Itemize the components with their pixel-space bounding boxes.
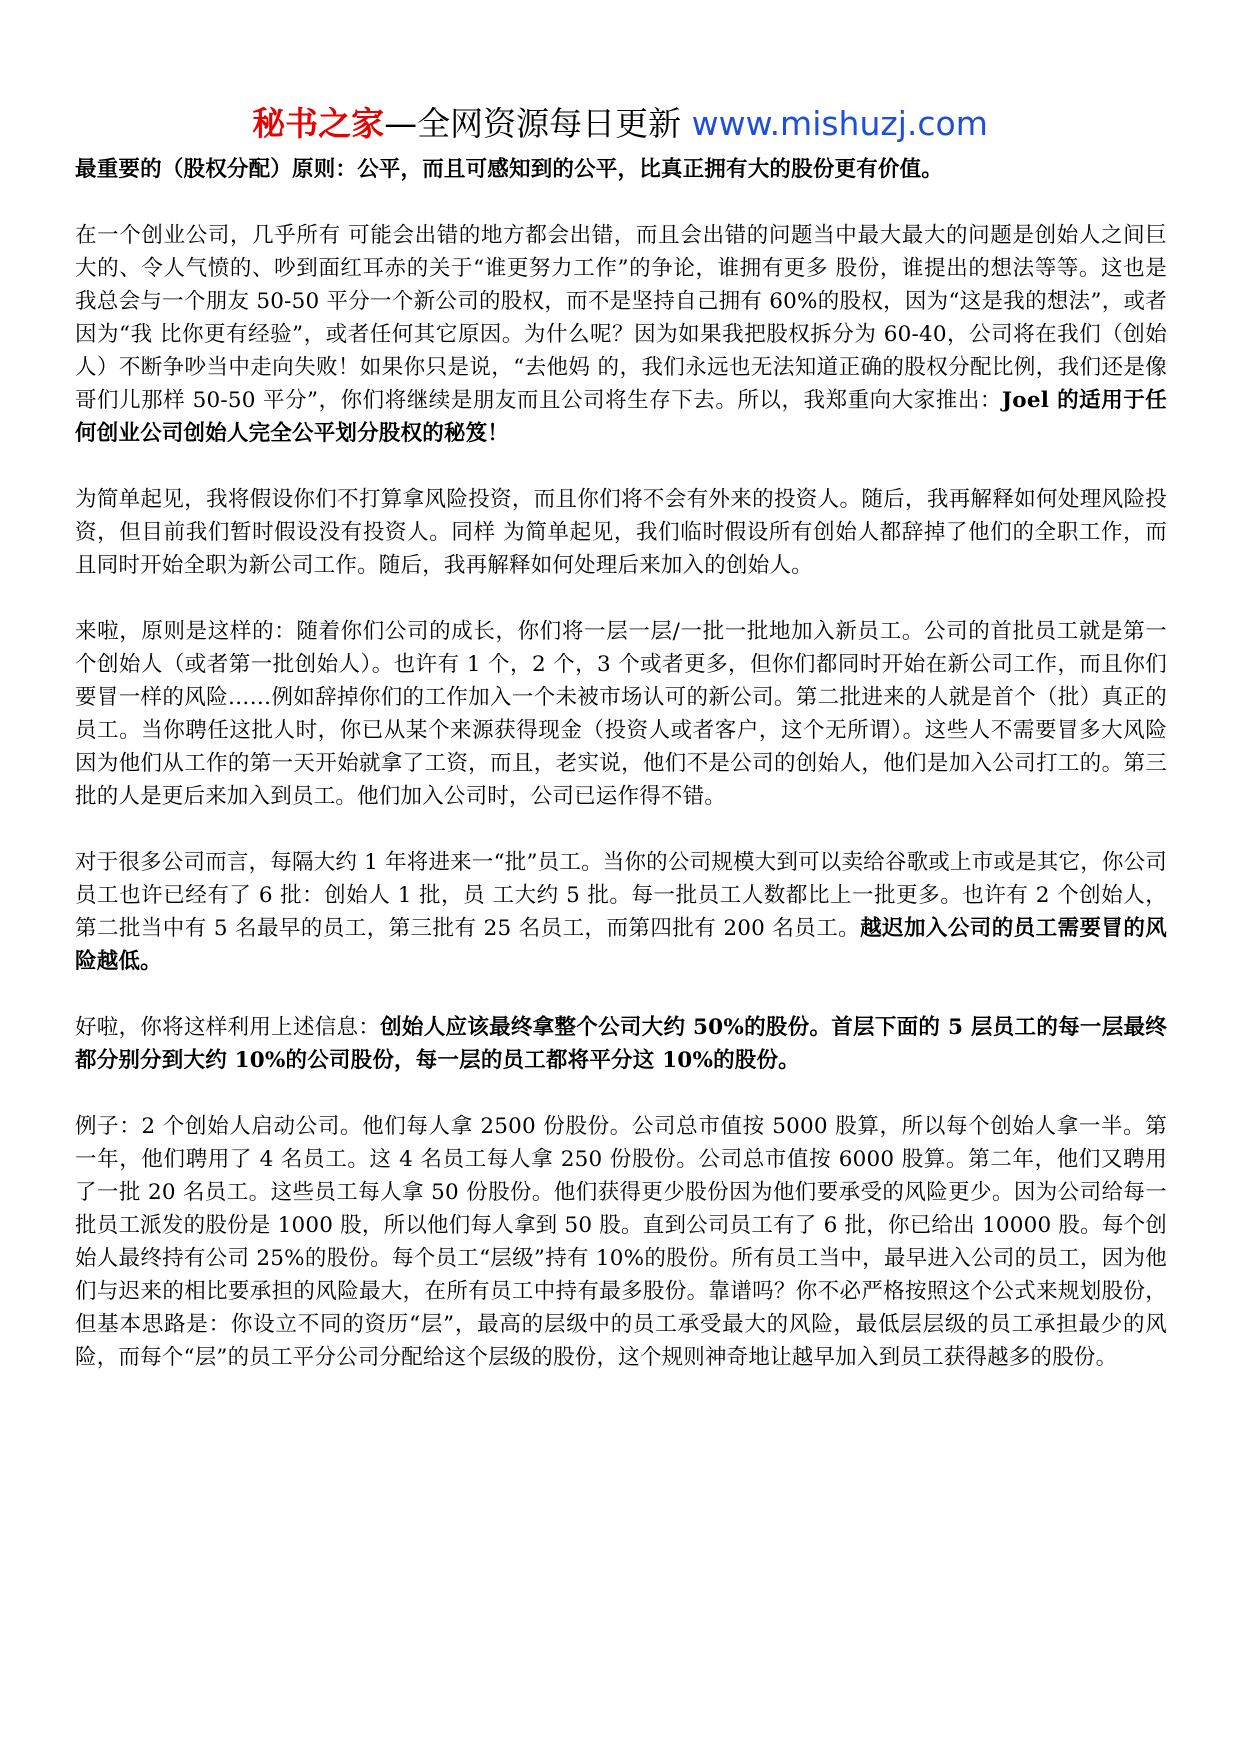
- paragraph-text: 来啦，原则是这样的：随着你们公司的成长，你们将一层一层/一批一批地加入新员工。公司的首批员工就是第一个创始人（或者第一批创始人）。也许有 1 个，2 个，3 个或者更多，但你们都同时开始在新公司工作，而且你们要冒一样的风险……例如辞掉你们的工作加入一个未被市场认可的新公司。第二批进来的人就是首个（批）真正的员工。当你聘任这批人时，你已从某个来源获得现金（投资人或者客户，这个无所谓）。这些人不需要冒多大风险因为他们从工作的第一天开始就拿了工资，而且，老实说，他们不是公司的创始人，他们是加入公司打工的。第三批的人是更后来加入到员工。他们加入公司时，公司已运作得不错。: [75, 619, 1167, 809]
- paragraph-emphasis: 创始人应该最终拿整个公司大约 50%的股份。首层下面的 5 层员工的每一层最终都分别分到大约 10%的公司股份，每一层的员工都将平分这 10%的股份。: [75, 1015, 1167, 1073]
- article-body: [75, 153, 1167, 1407]
- paragraph-layers: [75, 615, 1167, 813]
- paragraph-text: 最重要的（股权分配）原则：公平，而且可感知到的公平，比真正拥有大的股份更有价值。: [75, 157, 944, 182]
- paragraph-intro: [75, 219, 1167, 450]
- paragraph-principle: [75, 153, 1167, 186]
- paragraph-rule: [75, 1011, 1167, 1077]
- brand-name: 秘书之家: [252, 104, 385, 143]
- paragraph-emphasis: 越迟加入公司的员工需要冒的风险越低。: [75, 916, 1168, 974]
- header-tagline: —全网资源每日更新: [384, 104, 692, 143]
- paragraph-text: 为简单起见，我将假设你们不打算拿风险投资，而且你们将不会有外来的投资人。随后，我再解释如何处理风险投资，但目前我们暂时假设没有投资人。同样 为简单起见，我们临时假设所有创始人都辞掉了他们的全职工作，而且同时开始全职为新公司工作。随后，我再解释如何处理后来加入的创始人。: [75, 487, 1167, 578]
- paragraph-example: [75, 1110, 1167, 1374]
- paragraph-text: 在一个创业公司，几乎所有 可能会出错的地方都会出错，而且会出错的问题当中最大最大的问题是创始人之间巨大的、令人气愤的、吵到面红耳赤的关于“谁更努力工作”的争论，谁拥有更多 股份，谁提出的想法等等。这也是我总会与一个朋友 50-50 平分一个新公司的股权，而不是坚持自己拥有 60%的股权，因为“这是我的想法”，或者因为“我 比你更有经验”，或者任何其它原因。为什么呢？因为如果我把股权拆分为 60-40，公司将在我们（创始人）不断争吵当中走向失败！如果你只是说，“去他妈 的，我们永远也无法知道正确的股权分配比例，我们还是像哥们儿那样 50-50 平分”，你们将继续是朋友而且公司将生存下去。所以，我郑重向大家推出：: [75, 223, 1167, 413]
- website-link[interactable]: www.mishuzj.com: [691, 104, 988, 143]
- page-header: [0, 98, 1240, 150]
- paragraph-text: 好啦，你将这样利用上述信息：: [75, 1015, 381, 1040]
- paragraph-assumptions: [75, 483, 1167, 582]
- paragraph-emphasis: Joel 的适用于任何创业公司创始人完全公平划分股权的秘笈！: [75, 388, 1167, 446]
- paragraph-batches: [75, 846, 1167, 978]
- paragraph-text: 对于很多公司而言，每隔大约 1 年将进来一“批”员工。当你的公司规模大到可以卖给谷歌或上市或是其它，你公司员工也许已经有了 6 批：创始人 1 批，员 工大约 5 批。每一批员工人数都比上一批更多。也许有 2 个创始人，第二批当中有 5 名最早的员工，第三批有 25 名员工，而第四批有 200 名员工。: [75, 850, 1167, 941]
- paragraph-text: 例子：2 个创始人启动公司。他们每人拿 2500 份股份。公司总市值按 5000 股算，所以每个创始人拿一半。第一年，他们聘用了 4 名员工。这 4 名员工每人拿 250 份股份。公司总市值按 6000 股算。第二年，他们又聘用了一批 20 名员工。这些员工每人拿 50 份股份。他们获得更少股份因为他们要承受的风险更少。因为公司给每一批员工派发的股份是 1000 股，所以他们每人拿到 50 股。直到公司员工有了 6 批，你已给出 10000 股。每个创始人最终持有公司 25%的股份。每个员工“层级”持有 10%的股份。所有员工当中，最早进入公司的员工，因为他们与迟来的相比要承担的风险最大，在所有员工中持有最多股份。靠谱吗？你不必严格按照这个公式来规划股份，但基本思路是：你设立不同的资历“层”，最高的层级中的员工承受最大的风险，最低层层级的员工承担最少的风险，而每个“层”的员工平分公司分配给这个层级的股份，这个规则神奇地让越早加入到员工获得越多的股份。: [75, 1114, 1167, 1370]
